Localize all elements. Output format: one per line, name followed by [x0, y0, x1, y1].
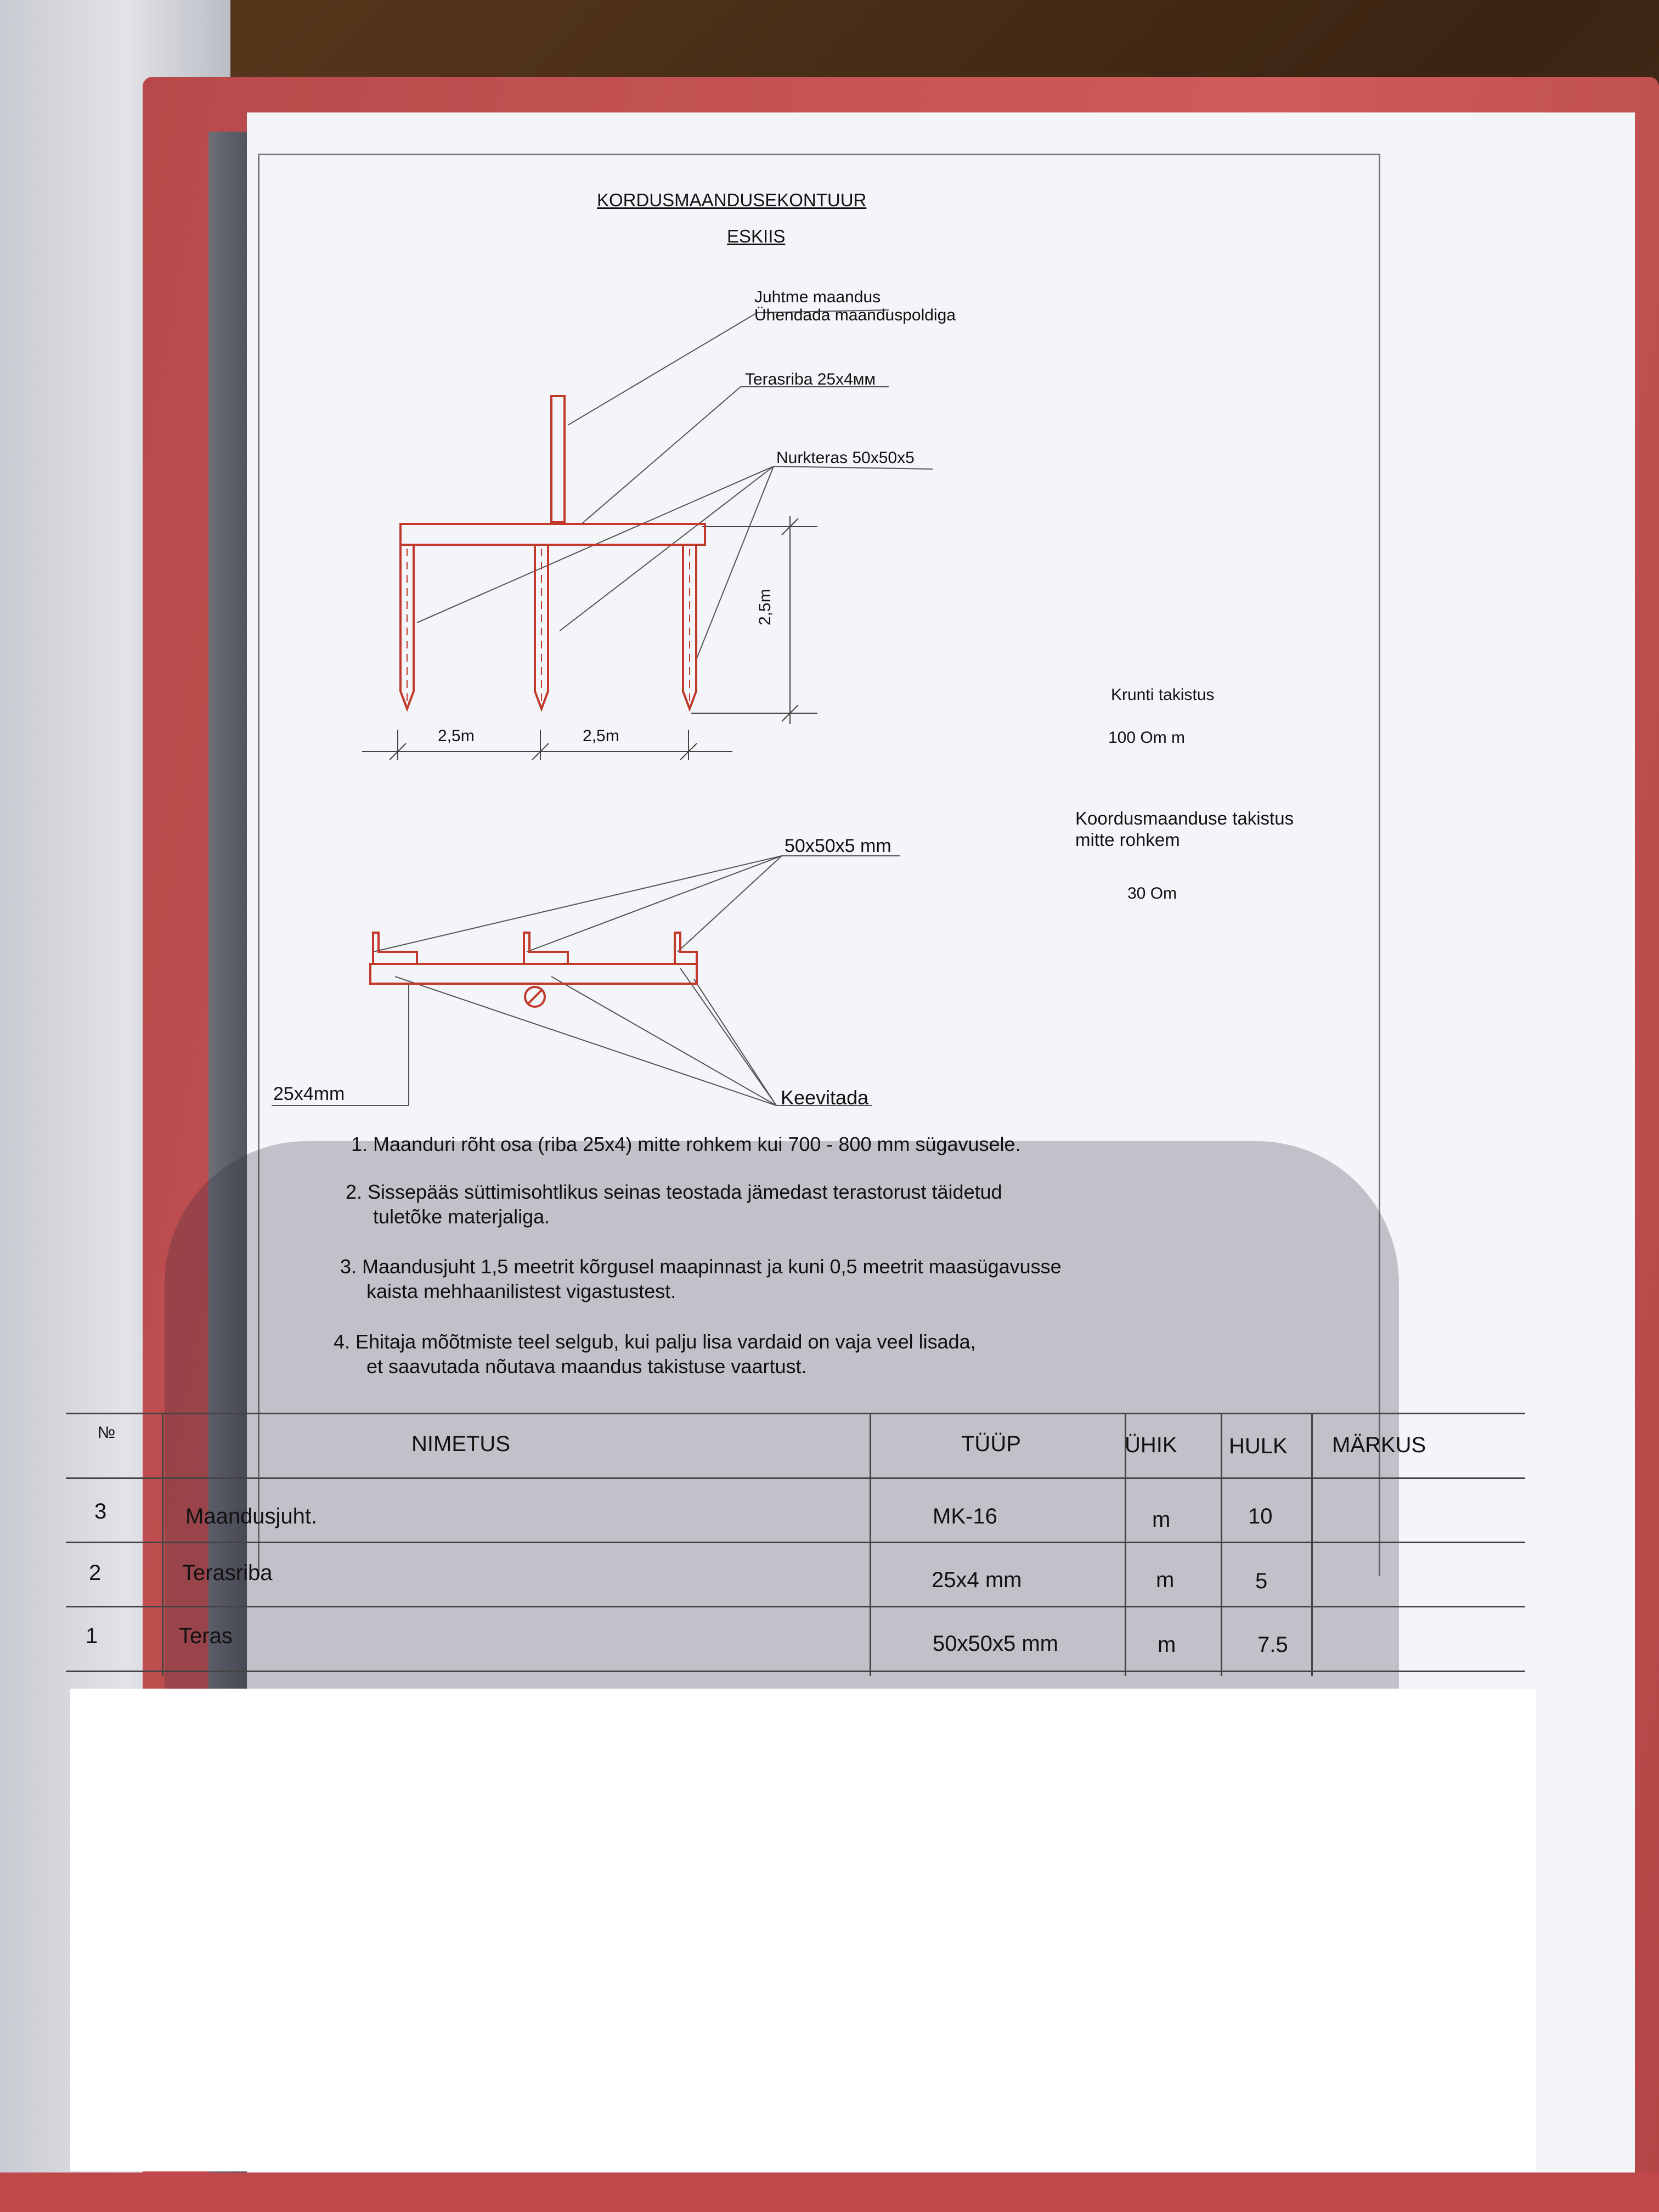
- label-dim-vertical: 2,5m: [756, 589, 774, 625]
- row-3-unit: m: [1152, 1508, 1171, 1532]
- row-3-nr: 3: [94, 1499, 107, 1523]
- repeat-ground-label-2: mitte rohkem: [1075, 830, 1180, 850]
- row-1-type: 50x50x5 mm: [933, 1632, 1058, 1656]
- label-dim-h1: 2,5m: [438, 727, 475, 745]
- dimension-vertical: [691, 516, 817, 724]
- label-keevitada: Keevitada: [781, 1086, 869, 1109]
- label-strip-size: 25x4mm: [273, 1084, 345, 1104]
- header-unit: ÜHIK: [1125, 1433, 1177, 1457]
- note-3-line2: kaista mehhaanilistest vigastustest.: [366, 1280, 676, 1302]
- note-2-line2: tuletõke materjaliga.: [373, 1205, 550, 1228]
- note-1: 1. Maanduri rõht osa (riba 25x4) mitte rohkem kui 700 - 800 mm sügavusele.: [351, 1133, 1021, 1155]
- header-name: NIMETUS: [411, 1432, 510, 1456]
- header-remark: MÄRKUS: [1332, 1433, 1426, 1457]
- row-2-name: Terasriba: [182, 1561, 273, 1585]
- soil-resistance-label: Krunti takistus: [1111, 686, 1215, 704]
- top-view: [370, 933, 697, 1007]
- row-1-unit: m: [1158, 1633, 1176, 1657]
- row-2-qty: 5: [1255, 1569, 1268, 1593]
- repeat-ground-value: 30 Om: [1127, 884, 1177, 902]
- note-2-line1: 2. Sissepääs süttimisohtlikus seinas teostada jämedast terastorust täidetud: [346, 1181, 1002, 1203]
- row-2-type: 25x4 mm: [932, 1568, 1022, 1592]
- row-3-name: Maandusjuht.: [185, 1504, 318, 1528]
- label-uhendada: Ühendada maanduspoldiga: [754, 306, 956, 324]
- label-juhtme-maandus: Juhtme maandus: [754, 288, 881, 306]
- row-1-nr: 1: [86, 1624, 98, 1648]
- note-4-line2: et saavutada nõutava maandus takistuse vaartust.: [366, 1355, 807, 1378]
- label-terasriba: Terasriba 25x4мм: [745, 370, 876, 388]
- header-type: TÜÜP: [961, 1432, 1021, 1456]
- row-1-qty: 7.5: [1257, 1633, 1288, 1657]
- header-nr: №: [98, 1424, 116, 1442]
- drawing-subtitle: ESKIIS: [727, 226, 786, 246]
- row-3-qty: 10: [1248, 1504, 1273, 1528]
- leader-lines: [272, 310, 933, 1105]
- header-qty: HULK: [1229, 1434, 1288, 1458]
- folder-bottom-edge: [0, 2172, 1659, 2212]
- label-nurkteras: Nurkteras 50x50x5: [776, 449, 915, 467]
- row-1-name: Teras: [179, 1624, 233, 1648]
- row-2-nr: 2: [89, 1561, 101, 1585]
- materials-table: [66, 1413, 1525, 1676]
- redaction-box: [70, 1689, 1536, 2171]
- row-3-type: MK-16: [933, 1504, 997, 1528]
- repeat-ground-label-1: Koordusmaanduse takistus: [1075, 808, 1294, 828]
- front-view: [400, 396, 705, 709]
- note-3-line1: 3. Maandusjuht 1,5 meetrit kõrgusel maapinnast ja kuni 0,5 meetrit maasügavusse: [340, 1255, 1062, 1278]
- drawing-title: KORDUSMAANDUSEKONTUUR: [597, 190, 867, 210]
- label-angle-size: 50x50x5 mm: [785, 836, 891, 856]
- soil-resistance-value: 100 Om m: [1108, 729, 1186, 747]
- label-dim-h2: 2,5m: [583, 727, 619, 745]
- note-4-line1: 4. Ehitaja mõõtmiste teel selgub, kui palju lisa vardaid on vaja veel lisada,: [334, 1330, 976, 1353]
- dimension-horizontal: [362, 730, 732, 760]
- row-2-unit: m: [1156, 1568, 1175, 1592]
